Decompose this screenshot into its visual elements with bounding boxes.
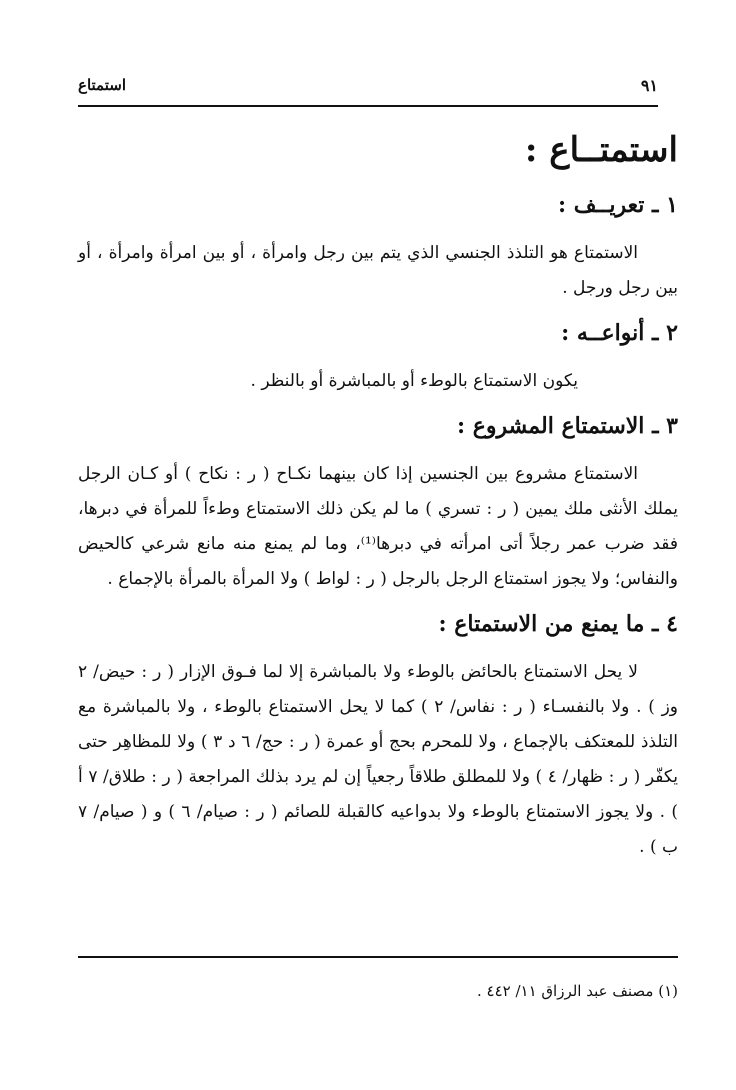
section-heading-prohibited: ٤ ـ ما يمنع من الاستمتاع : [438,611,678,637]
section-heading-types: ٢ ـ أنواعــه : [561,320,678,346]
section-paragraph-lawful: الاستمتاع مشروع بين الجنسين إذا كان بينهما نكـاح ( ر : نكاح ) أو كـان الرجل يملك الأنثى ملك يمين ( ر : تسري ) ما لم يكن ذلك الاستمتاع وطءاً للمرأة في دبرها، فقد ضرب عمر رجلاً أتى امرأته في دبرها⁽¹⁾، وما لم يمنع منه مانع شرعي كالحيض والنفاس؛ ولا يجوز استمتاع الرجل بالرجل ( ر : لواط ) ولا المرأة بالمرأة بالإجماع . [78,464,678,589]
section-paragraph-definition: الاستمتاع هو التلذذ الجنسي الذي يتم بين رجل وامرأة ، أو بين امرأة وامرأة ، أو بين رجل ورجل . [78,243,678,298]
page-header [78,74,658,102]
entry-content [78,120,678,879]
section-paragraph-types: يكون الاستمتاع بالوطء أو بالمباشرة أو بالنظر . [250,371,578,391]
entry-title: استمتــاع : [524,130,678,170]
footnote-rule [78,956,678,958]
header-rule [78,105,658,107]
running-title: استمتاع [78,76,126,94]
section-paragraph-prohibited: لا يحل الاستمتاع بالحائض بالوطء ولا بالمباشرة إلا لما فـوق الإزار ( ر : حيض/ ٢ وز ) . ولا بالنفسـاء ( ر : نفاس/ ٢ ) كما لا يحل الاستمتاع بالوطء ، ولا بالمباشرة مع التلذذ للمعتكف بالإجماع ، ولا للمحرم بحج أو عمرة ( ر : حج/ ٦ د ٣ ) ولا للمظاهِر حتى يكفّر ( ر : ظهار/ ٤ ) ولا للمطلق طلاقاً رجعياً إن لم يرد بذلك المراجعة ( ر : طلاق/ ٧ أ ) . ولا يجوز الاستمتاع بالوطء ولا بدواعيه كالقبلة للصائم ( ر : صيام/ ٦ ) و ( صيام/ ٧ ب ) . [78,662,678,857]
section-heading-lawful: ٣ ـ الاستمتاع المشروع : [457,413,678,439]
page-number: ٩١ [640,76,658,95]
section-heading-definition: ١ ـ تعريــف : [557,192,678,218]
footnote: (١) مصنف عبد الرزاق ١١/ ٤٤٢ . [476,982,678,1000]
